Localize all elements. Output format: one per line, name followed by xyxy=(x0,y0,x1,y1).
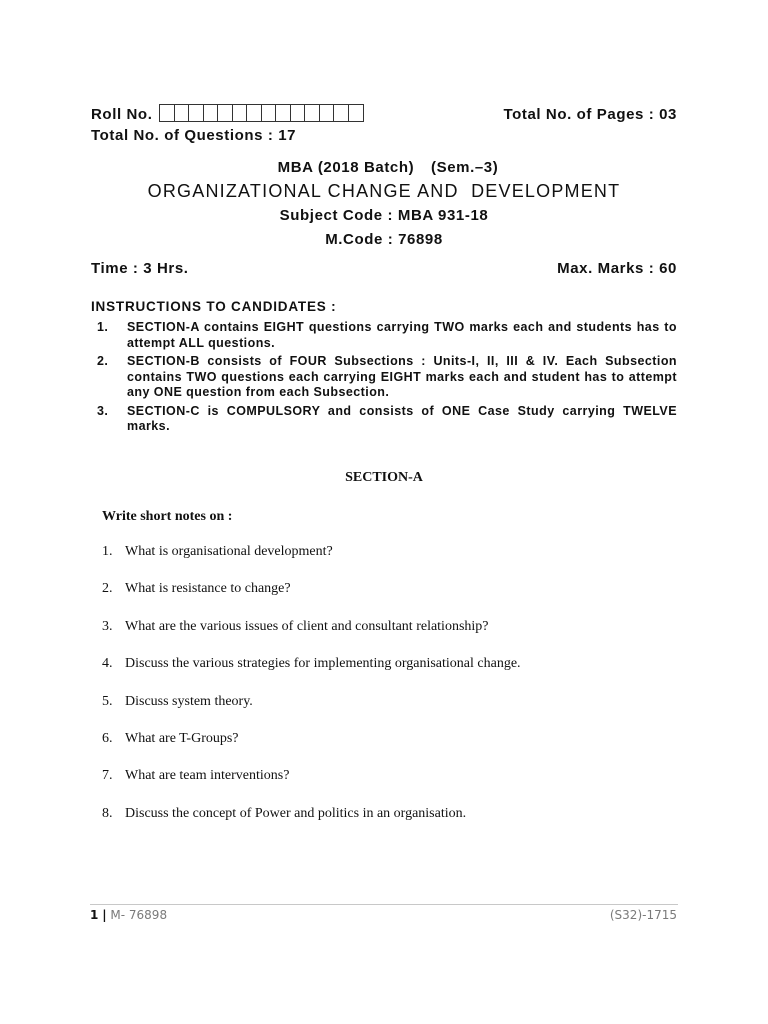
roll-number-box xyxy=(334,105,349,121)
roll-number-box xyxy=(262,105,277,121)
batch: MBA (2018 Batch) xyxy=(277,159,415,176)
instruction-item: 1. SECTION-A contains EIGHT questions carrying TWO marks each and students has to attempt ALL questions. xyxy=(97,320,677,350)
m-code: M.Code : 76898 xyxy=(325,231,443,248)
question-item: 1. What is organisational development? xyxy=(102,544,333,559)
section-a-title: SECTION-A xyxy=(345,470,423,485)
time: Time : 3 Hrs. xyxy=(91,260,189,277)
footer-divider xyxy=(90,904,678,905)
roll-number-box xyxy=(189,105,204,121)
roll-number-box xyxy=(204,105,219,121)
roll-number-label: Roll No. xyxy=(91,106,153,123)
instruction-item: 2. SECTION-B consists of FOUR Subsections : Units-I, II, III & IV. Each Subsection contains TWO questions each carrying EIGHT marks each and student has to attempt any ONE question from each Subsection. xyxy=(97,354,677,399)
roll-number-box xyxy=(218,105,233,121)
batch-line xyxy=(0,159,768,176)
roll-number-box xyxy=(305,105,320,121)
roll-number-row xyxy=(91,104,677,124)
roll-number-boxes xyxy=(159,104,364,122)
question-item: 2. What is resistance to change? xyxy=(102,581,291,597)
max-marks: Max. Marks : 60 xyxy=(557,260,677,277)
time-marks-row xyxy=(91,260,677,277)
question-item: 4. Discuss the various strategies for implementing organisational change. xyxy=(102,656,521,672)
semester: (Sem.–3) xyxy=(431,159,499,176)
footer-separator: | xyxy=(102,908,107,922)
question-item: 3. What are the various issues of client and consultant relationship? xyxy=(102,618,489,634)
roll-number-box xyxy=(175,105,190,121)
roll-number-box xyxy=(349,105,364,121)
section-a-prompt: Write short notes on : xyxy=(102,509,233,524)
question-list xyxy=(102,544,521,843)
roll-number-box xyxy=(160,105,175,121)
question-item: 7. What are team interventions? xyxy=(102,768,290,784)
instructions-heading: INSTRUCTIONS TO CANDIDATES : xyxy=(91,299,337,314)
footer-left xyxy=(90,908,167,922)
footer-m-code: M- 76898 xyxy=(110,908,168,922)
roll-number-box xyxy=(247,105,262,121)
roll-number-box xyxy=(291,105,306,121)
question-item: 5. Discuss system theory. xyxy=(102,693,253,709)
subject-code: Subject Code : MBA 931-18 xyxy=(279,207,489,224)
footer-ref: (S32)-1715 xyxy=(609,908,677,922)
total-questions: Total No. of Questions : 17 xyxy=(91,127,297,144)
total-pages: Total No. of Pages : 03 xyxy=(503,106,677,123)
subject-title: ORGANIZATIONAL CHANGE AND DEVELOPMENT xyxy=(147,181,621,201)
roll-number-box xyxy=(233,105,248,121)
instruction-item: 3. SECTION-C is COMPULSORY and consists of ONE Case Study carrying TWELVE marks. xyxy=(97,403,677,433)
page-number: 1 xyxy=(90,908,99,922)
question-item: 6. What are T-Groups? xyxy=(102,730,239,746)
instructions-list xyxy=(91,320,677,438)
roll-number-box xyxy=(276,105,291,121)
roll-number-box xyxy=(320,105,335,121)
question-item: 8. Discuss the concept of Power and politics in an organisation. xyxy=(102,805,467,821)
